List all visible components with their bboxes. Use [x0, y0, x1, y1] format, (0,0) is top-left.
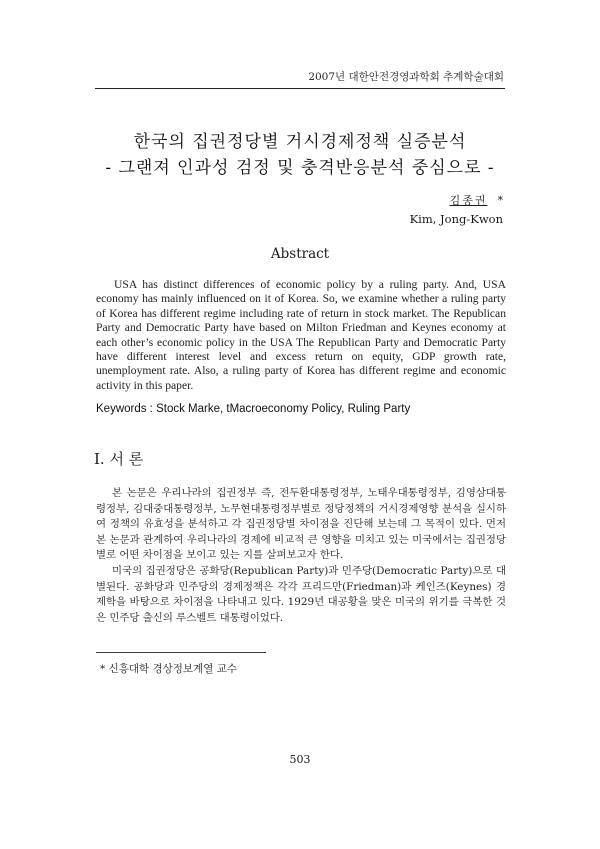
author-korean — [450, 192, 503, 208]
paper-subtitle: - 그랜져 인과성 검정 및 충격반응분석 중심으로 - — [105, 158, 495, 178]
abstract-heading: Abstract — [270, 246, 330, 262]
section-heading: I. 서 론 — [94, 450, 144, 468]
body-paragraph-2: 미국의 집권정당은 공화당(Republican Party)과 민주당(Democratic Party)으로 대별된다. 공화당과 민주당의 경제정책은 각각 프리드만(Friedman)과 케인즈(Keynes) 경제학을 바탕으로 차이점을 나타내고 있다. 1929년 대공황을 맞은 미국의 위기를 극복한 것은 민주당 출신의 루스벨트 대통령이었다. — [96, 565, 506, 624]
author-footnote-mark: * — [497, 194, 503, 207]
keywords: Keywords : Stock Marke, tMacroeconomy Policy, Ruling Party — [96, 403, 411, 415]
abstract-text: USA has distinct differences of economic policy by a ruling party. And, USA economy has mainly influenced on it of Korea. So, we examine whether a ruling party of Korea has different regime including rate of return in stock market. The Republican Party and Democratic Party have based on Milton Friedman and Keynes economy at each other’s economic policy in the USA The Republican Party and Democratic Party have different interest level and excess return on equity, GDP growth rate, unemployment rate. Also, a ruling party of Korea has different regime and economic activity in this paper. — [96, 278, 506, 392]
footnote-rule — [96, 652, 266, 653]
page-number: 503 — [289, 753, 311, 766]
header-rule — [95, 88, 505, 89]
paper-title: 한국의 집권정당별 거시경제정책 실증분석 — [133, 132, 467, 152]
author-english: Kim, Jong-Kwon — [409, 212, 503, 226]
body-paragraph-1: 본 논문은 우리나라의 집권정부 즉, 전두환대통령정부, 노태우대통령정부, 김영삼대통령정부, 김대중대통령정부, 노무현대통령정부별로 정당정책의 거시경제영향 분석을 실시하여 정책의 유효성을 분석하고 각 집권정당별 차이점을 진단해 보는데 그 목적이 있다. 먼저 본 논문과 관계하여 우리나라의 경제에 비교적 큰 영향을 미치고 있는 미국에서는 집권정당별로 어떤 차이점을 보이고 있는 지를 살펴보고자 한다. — [96, 487, 506, 562]
footnote: * 신흥대학 경상정보계열 교수 — [100, 663, 237, 675]
author-name-ko: 김종권 — [449, 194, 488, 207]
conference-header: 2007년 대한안전경영과학회 추계학술대회 — [308, 71, 504, 83]
